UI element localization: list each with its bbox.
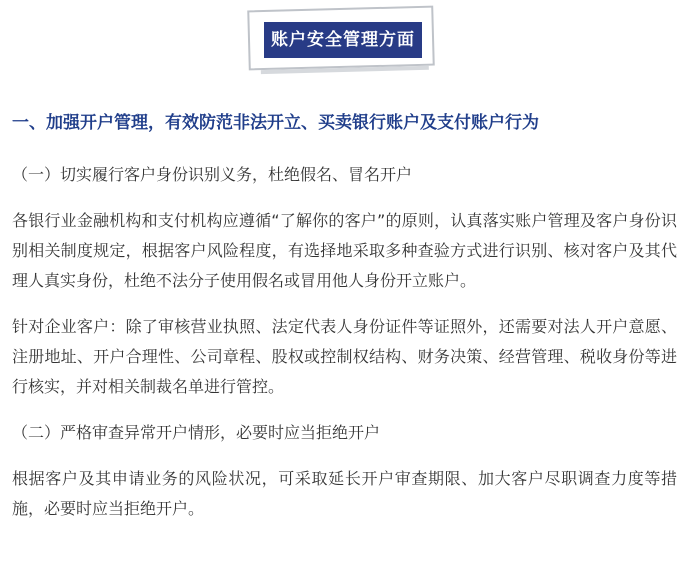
paragraph-1: 各银行业金融机构和支付机构应遵循“了解你的客户”的原则，认真落实账户管理及客户身份识别相关制度规定，根据客户风险程度，有选择地采取多种查验方式进行识别、核对客户及其代理人真实身份，杜绝不法分子使用假名或冒用他人身份开立账户。 <box>12 211 677 290</box>
section-banner <box>248 8 438 72</box>
paragraph-3: 根据客户及其申请业务的风险状况，可采取延长开户审查期限、加大客户尽职调查力度等措施，必要时应当拒绝开户。 <box>12 469 677 518</box>
article-body <box>12 108 677 540</box>
subsection-title-2: （二）严格审查异常开户情形，必要时应当拒绝开户 <box>12 423 381 442</box>
subsection-title-1: （一）切实履行客户身份识别义务，杜绝假名、冒名开户 <box>12 165 413 184</box>
paragraph-2: 针对企业客户：除了审核营业执照、法定代表人身份证件等证照外，还需要对法人开户意愿、注册地址、开户合理性、公司章程、股权或控制权结构、财务决策、经营管理、税收身份等进行核实，并对相关制裁名单进行管控。 <box>12 317 677 396</box>
section-heading: 一、加强开户管理，有效防范非法开立、买卖银行账户及支付账户行为 <box>12 113 539 133</box>
banner-title: 账户安全管理方面 <box>264 22 422 58</box>
